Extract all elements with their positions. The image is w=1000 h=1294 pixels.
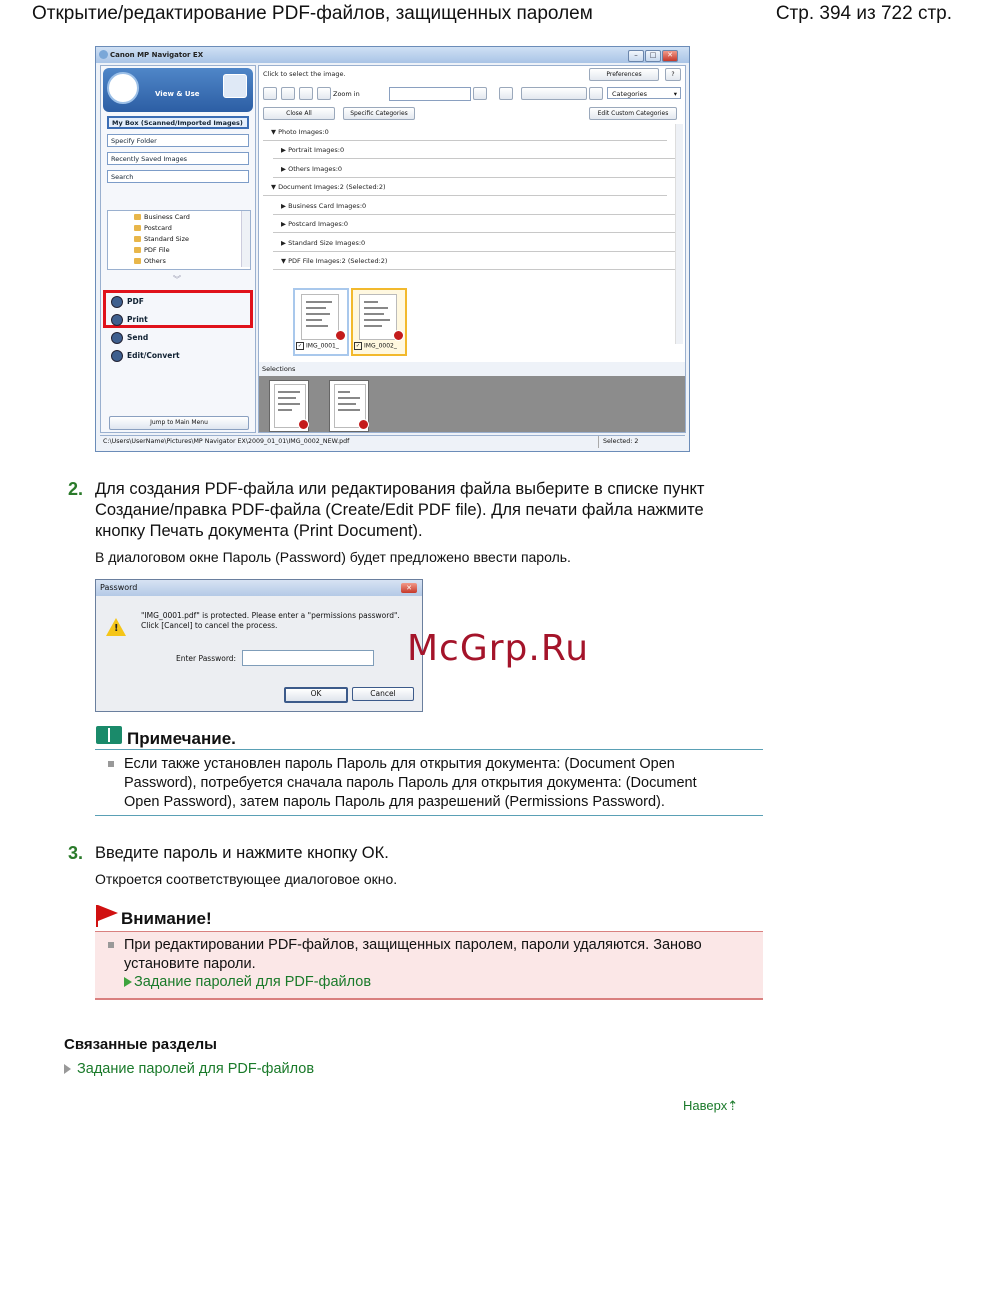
group-photo[interactable]: ▼ Photo Images:0 [271,128,329,136]
selections-label: Selections [262,365,296,373]
action-edit-convert[interactable] [111,350,180,362]
note-bottom-divider [95,815,763,816]
nav-recently-saved[interactable]: Recently Saved Images [107,152,249,165]
group-standard-size-label: Standard Size Images:0 [288,239,366,247]
chevron-down-icon: ▾ [673,90,677,98]
book-icon [96,726,122,744]
password-label: Enter Password: [176,654,237,663]
page-number: Стр. 394 из 722 стр. [775,3,952,24]
tree-item-others[interactable]: Others [144,257,166,265]
selected-thumbnail[interactable] [269,380,309,432]
left-panel [100,65,256,433]
page-header-title: Открытие/редактирование PDF-файлов, защищенных паролем [32,3,593,24]
group-document[interactable]: ▼ Document Images:2 (Selected:2) [271,183,386,191]
specific-categories-label: Specific Categories [350,110,408,117]
maximize-button[interactable]: □ [645,50,661,62]
tree-item-postcard[interactable]: Postcard [144,224,172,232]
action-pdf[interactable] [111,296,144,308]
pdf-badge-icon [335,330,346,341]
window-titlebar [96,47,689,63]
step-2-line-1: Для создания PDF-файла или редактирования файла выберите в списке пункт [95,480,705,498]
nav-specify-folder[interactable]: Specify Folder [107,134,249,147]
caution-link[interactable] [124,973,371,992]
category-select-value: Categories [612,90,648,98]
status-bar [100,435,685,448]
dialog-message-line-1: "IMG_0001.pdf" is protected. Please enter a "permissions password". [141,611,400,620]
close-all-label: Close All [286,110,312,117]
chevron-down-icon[interactable]: ︾ [173,275,181,284]
category-select[interactable] [607,87,681,99]
cancel-button[interactable]: Cancel [352,687,414,701]
vertical-scrollbar[interactable] [675,124,683,344]
navigator-logo-icon [107,72,139,104]
action-print[interactable] [111,314,148,326]
mp-navigator-window [95,46,690,452]
tree-item-pdf-file[interactable]: PDF File [144,246,170,254]
page-preview [359,294,397,340]
selected-thumbnail[interactable] [329,380,369,432]
monitor-icon [223,74,247,98]
group-business-card-label: Business Card Images:0 [288,202,367,210]
group-others[interactable]: ▶ Others Images:0 [281,165,343,173]
window-title: Canon MP Navigator EX [110,51,204,59]
bullet-icon [108,942,114,948]
related-title: Связанные разделы [64,1036,217,1053]
bullet-icon [108,761,114,767]
group-postcard[interactable]: ▶ Postcard Images:0 [281,220,349,228]
right-panel [258,65,686,433]
zoom-icon[interactable] [317,87,331,100]
zoom-in-label: Zoom in [333,90,360,98]
action-send-label: Send [127,333,149,342]
action-edit-label: Edit/Convert [127,351,180,360]
edit-custom-categories-label: Edit Custom Categories [597,110,669,117]
large-thumb-icon[interactable] [589,87,603,100]
action-send[interactable] [111,332,148,344]
view-use-header [103,68,253,112]
caution-title: Внимание! [121,909,212,928]
close-button[interactable]: ✕ [662,50,678,62]
caution-line-2: установите пароли. [124,956,256,972]
selections-bar [259,362,685,376]
related-link-text[interactable]: Задание паролей для PDF-файлов [77,1061,315,1077]
dialog-close-button[interactable]: ✕ [401,583,417,593]
step-2-subtext: В диалоговом окне Пароль (Password) будет предложено ввести пароль. [95,549,571,565]
pdf-badge-icon [393,330,404,341]
note-line-3: Open Password), затем пароль Пароль для разрешений (Permissions Password). [124,794,665,810]
page-preview [301,294,339,340]
thumbnail[interactable] [293,288,349,356]
group-postcard-label: Postcard Images:0 [288,220,349,228]
caution-line-1: При редактировании PDF-файлов, защищенных паролем, пароли удаляются. Заново [124,937,702,953]
search-icon[interactable] [473,87,487,100]
pdf-icon [111,296,123,308]
status-selected: Selected: 2 [598,436,638,448]
back-to-top-text[interactable]: Наверх [683,1098,728,1113]
status-path: C:\Users\UserName\Pictures\MP Navigator EX\2009_01_01\IMG_0002_NEW.pdf [103,438,350,445]
refresh-icon[interactable] [499,87,513,100]
step-2-number: 2. [68,479,84,499]
view-use-label: View & Use [155,90,200,98]
app-icon [99,50,108,59]
triangle-right-icon [64,1064,71,1074]
action-pdf-label: PDF [127,297,144,306]
minimize-button[interactable]: – [628,50,644,62]
close-all-button[interactable] [263,107,335,120]
group-pdf-file[interactable]: ▼ PDF File Images:2 (Selected:2) [281,257,388,265]
step-2-line-3: кнопку Печать документа (Print Document). [95,522,423,540]
nav-search[interactable]: Search [107,170,249,183]
specific-categories-button[interactable] [343,107,415,120]
flag-icon [96,905,98,927]
step-3-subtext: Откроется соответствующее диалоговое окно. [95,871,398,887]
arrow-up-icon: ⇡ [727,1098,739,1113]
search-input[interactable] [389,87,471,101]
note-line-2: Password), потребуется сначала пароль Пароль для открытия документа: (Document [124,775,697,791]
grid-large-icon[interactable] [281,87,295,100]
related-link[interactable] [64,1060,314,1079]
selections-area [259,376,685,432]
action-print-label: Print [127,315,148,324]
preferences-label: Preferences [606,71,642,78]
password-dialog [95,579,423,712]
nav-my-box[interactable]: My Box (Scanned/Imported Images) [107,116,249,129]
dialog-title-text: Password [100,583,138,592]
group-pdf-file-label: PDF File Images:2 (Selected:2) [288,257,388,265]
warning-icon: ! [106,618,126,636]
group-standard-size[interactable]: ▶ Standard Size Images:0 [281,239,366,247]
category-tree [107,210,251,270]
ok-button[interactable]: OK [284,687,348,703]
note-line-1: Если также установлен пароль Пароль для открытия документа: (Document Open [124,756,675,772]
back-to-top-link[interactable] [683,1098,738,1114]
tree-item-standard-size[interactable]: Standard Size [144,235,189,243]
tree-scrollbar[interactable] [241,211,250,267]
thumbnail-caption: ✓ IMG_0002_ [355,342,397,350]
step-2-line-2: Создание/правка PDF-файла (Create/Edit PDF file). Для печати файла нажмите [95,501,704,519]
caution-link-text[interactable]: Задание паролей для PDF-файлов [134,974,372,990]
step-3-number: 3. [68,843,84,863]
thumbnail-caption: ✓ IMG_0001_ [297,342,339,350]
edit-custom-categories-button[interactable] [589,107,677,120]
hint-text: Click to select the image. [263,70,346,78]
edit-icon [111,350,123,362]
jump-to-main-menu-button[interactable]: Jump to Main Menu [109,416,249,430]
pdf-badge-icon [358,419,369,430]
send-icon [111,332,123,344]
note-title: Примечание. [127,729,236,748]
pdf-badge-icon [298,419,309,430]
dialog-message [141,611,401,631]
watermark: McGrp.Ru [407,628,590,669]
edit-tool-icon[interactable] [299,87,313,100]
arrow-right-icon [124,977,132,987]
group-portrait-label: Portrait Images:0 [288,146,345,154]
group-document-label: Document Images:2 (Selected:2) [278,183,386,191]
print-icon [111,314,123,326]
note-top-divider [95,749,763,750]
step-3-text: Введите пароль и нажмите кнопку ОК. [95,844,389,862]
preferences-button[interactable] [589,68,659,81]
group-business-card[interactable]: ▶ Business Card Images:0 [281,202,367,210]
group-portrait[interactable]: ▶ Portrait Images:0 [281,146,345,154]
dialog-message-line-2: Click [Cancel] to cancel the process. [141,621,278,630]
thumbnail-size-slider[interactable] [521,87,587,100]
help-button[interactable]: ? [665,68,681,81]
tree-item-business-card[interactable]: Business Card [144,213,190,221]
password-input[interactable] [242,650,374,666]
group-photo-label: Photo Images:0 [278,128,329,136]
grid-view-icon[interactable] [263,87,277,100]
thumbnail-label: IMG_0001_ [306,342,339,350]
thumbnail-label: IMG_0002_ [364,342,397,350]
dialog-title [96,580,422,596]
group-others-label: Others Images:0 [288,165,343,173]
thumbnail-selected[interactable] [351,288,407,356]
